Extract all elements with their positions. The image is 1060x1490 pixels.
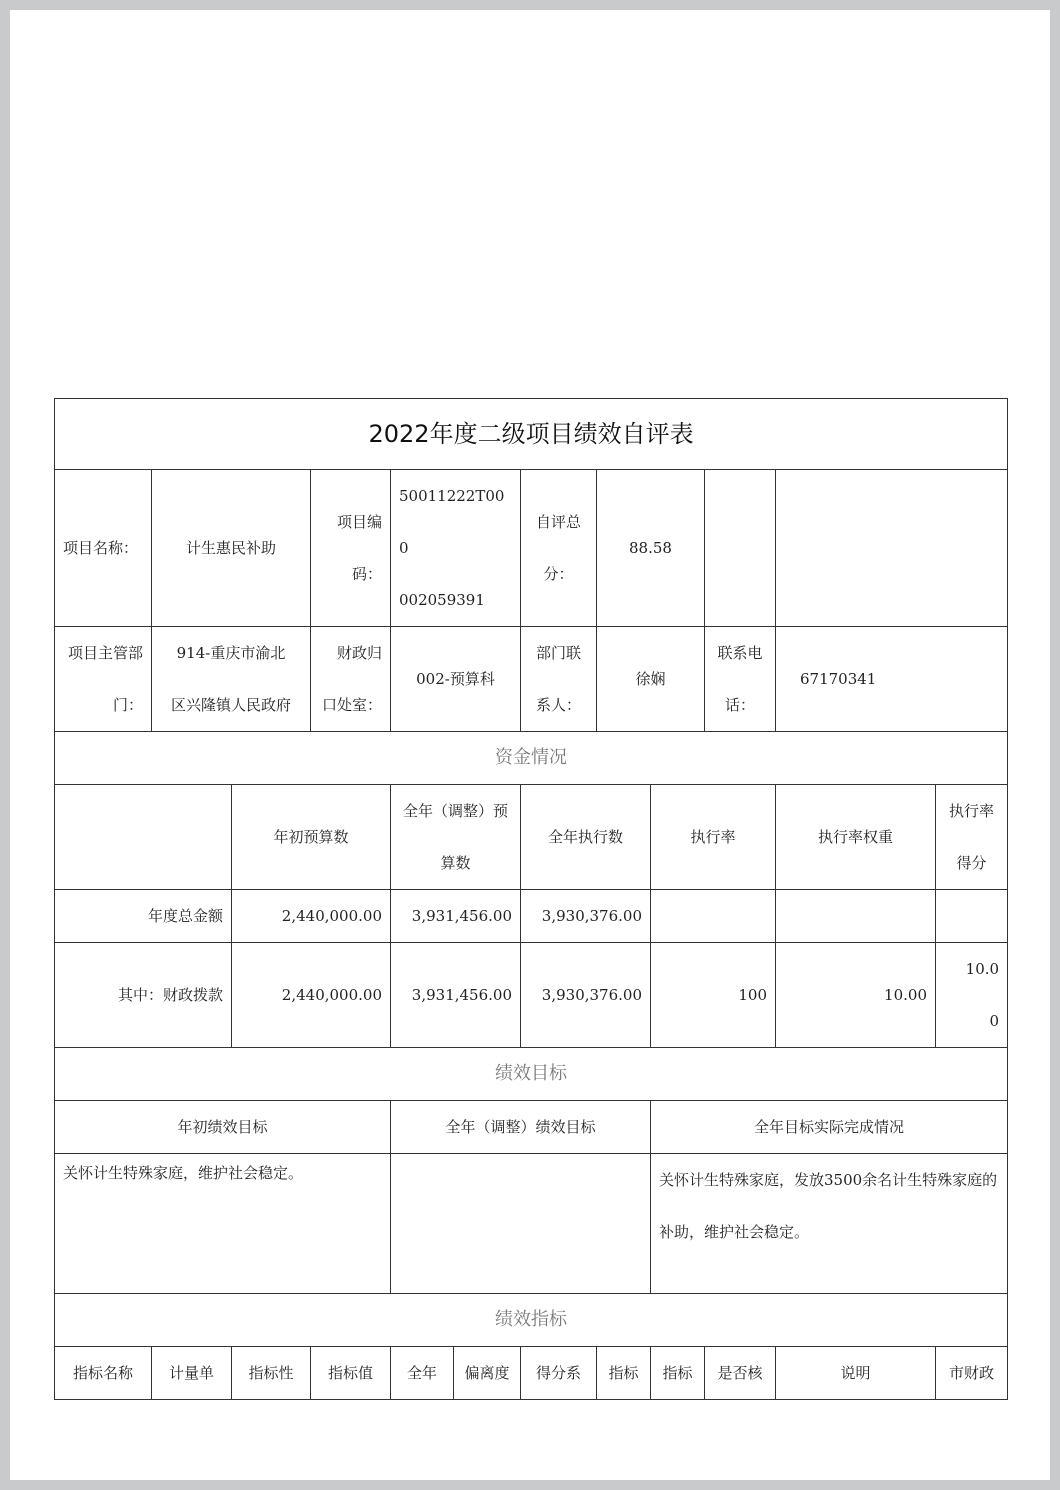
funds-adjusted-value: 3,931,456.00 — [391, 890, 521, 943]
funds-header-score: 执行率 得分 — [936, 785, 1008, 890]
indicator-header-score-coefficient: 得分系 — [521, 1347, 597, 1400]
indicator-header-annual: 全年 — [391, 1347, 454, 1400]
goals-header-actual: 全年目标实际完成情况 — [651, 1101, 1008, 1154]
document-page — [10, 10, 1050, 1480]
indicator-header-indicator-a: 指标 — [597, 1347, 651, 1400]
indicator-header-name: 指标名称 — [55, 1347, 152, 1400]
goals-header-adjusted: 全年（调整）绩效目标 — [391, 1101, 651, 1154]
funds-adjusted-value: 3,931,456.00 — [391, 943, 521, 1048]
adjusted-goal-text — [391, 1154, 651, 1294]
department-info-row — [55, 627, 1008, 732]
self-score-label: 自评总 分： — [521, 470, 597, 627]
funds-executed-value: 3,930,376.00 — [521, 890, 651, 943]
funds-score-value — [936, 890, 1008, 943]
contact-label: 部门联 系人： — [521, 627, 597, 732]
finance-office-value: 002-预算科 — [391, 627, 521, 732]
goals-header-initial: 年初绩效目标 — [55, 1101, 391, 1154]
funds-section-heading: 资金情况 — [55, 732, 1008, 785]
table-row — [55, 943, 1008, 1048]
funds-header-adjusted: 全年（调整）预 算数 — [391, 785, 521, 890]
funds-row-label: 其中：财政拨款 — [55, 943, 232, 1048]
funds-header-executed: 全年执行数 — [521, 785, 651, 890]
indicator-header-unit: 计量单 — [152, 1347, 232, 1400]
page-title: 2022年度二级项目绩效自评表 — [55, 399, 1008, 470]
funds-rate-value: 100 — [651, 943, 776, 1048]
contact-value: 徐娴 — [597, 627, 705, 732]
indicator-header-indicator-b: 指标 — [651, 1347, 705, 1400]
funds-rate-value — [651, 890, 776, 943]
actual-completion-text: 关怀计生特殊家庭，发放3500余名计生特殊家庭的补助，维护社会稳定。 — [651, 1154, 1008, 1294]
funds-weight-value: 10.00 — [776, 943, 936, 1048]
funds-row-label: 年度总金额 — [55, 890, 232, 943]
indicator-header-type: 指标性 — [232, 1347, 311, 1400]
initial-goal-text: 关怀计生特殊家庭，维护社会稳定。 — [55, 1154, 391, 1294]
phone-label: 联系电 话： — [705, 627, 776, 732]
indicator-header-verified: 是否核 — [705, 1347, 776, 1400]
project-info-row — [55, 470, 1008, 627]
indicators-section-heading: 绩效指标 — [55, 1294, 1008, 1347]
empty-cell — [776, 470, 1008, 627]
project-name-value: 计生惠民补助 — [152, 470, 311, 627]
table-row — [55, 890, 1008, 943]
self-score-value: 88.58 — [597, 470, 705, 627]
project-code-value: 50011222T000 002059391 — [391, 470, 521, 627]
performance-evaluation-table — [54, 398, 1008, 1400]
funds-header-weight: 执行率权重 — [776, 785, 936, 890]
funds-executed-value: 3,930,376.00 — [521, 943, 651, 1048]
funds-header-initial: 年初预算数 — [232, 785, 391, 890]
empty-cell — [55, 785, 232, 890]
funds-initial-value: 2,440,000.00 — [232, 943, 391, 1048]
indicator-header-value: 指标值 — [311, 1347, 391, 1400]
funds-score-value: 10.0 0 — [936, 943, 1008, 1048]
funds-header-rate: 执行率 — [651, 785, 776, 890]
indicator-header-municipal-finance: 市财政 — [936, 1347, 1008, 1400]
empty-cell — [705, 470, 776, 627]
goals-header-row — [55, 1101, 1008, 1154]
dept-value: 914-重庆市渝北 区兴隆镇人民政府 — [152, 627, 311, 732]
indicator-header-deviation: 偏离度 — [454, 1347, 521, 1400]
indicator-header-description: 说明 — [776, 1347, 936, 1400]
funds-header-row — [55, 785, 1008, 890]
goals-content-row — [55, 1154, 1008, 1294]
project-code-label: 项目编 码： — [311, 470, 391, 627]
finance-office-label: 财政归 口处室： — [311, 627, 391, 732]
goals-section-heading: 绩效目标 — [55, 1048, 1008, 1101]
phone-value: 67170341 — [776, 627, 1008, 732]
funds-weight-value — [776, 890, 936, 943]
dept-label: 项目主管部 门： — [55, 627, 152, 732]
funds-initial-value: 2,440,000.00 — [232, 890, 391, 943]
project-name-label: 项目名称： — [55, 470, 152, 627]
indicators-header-row — [55, 1347, 1008, 1400]
